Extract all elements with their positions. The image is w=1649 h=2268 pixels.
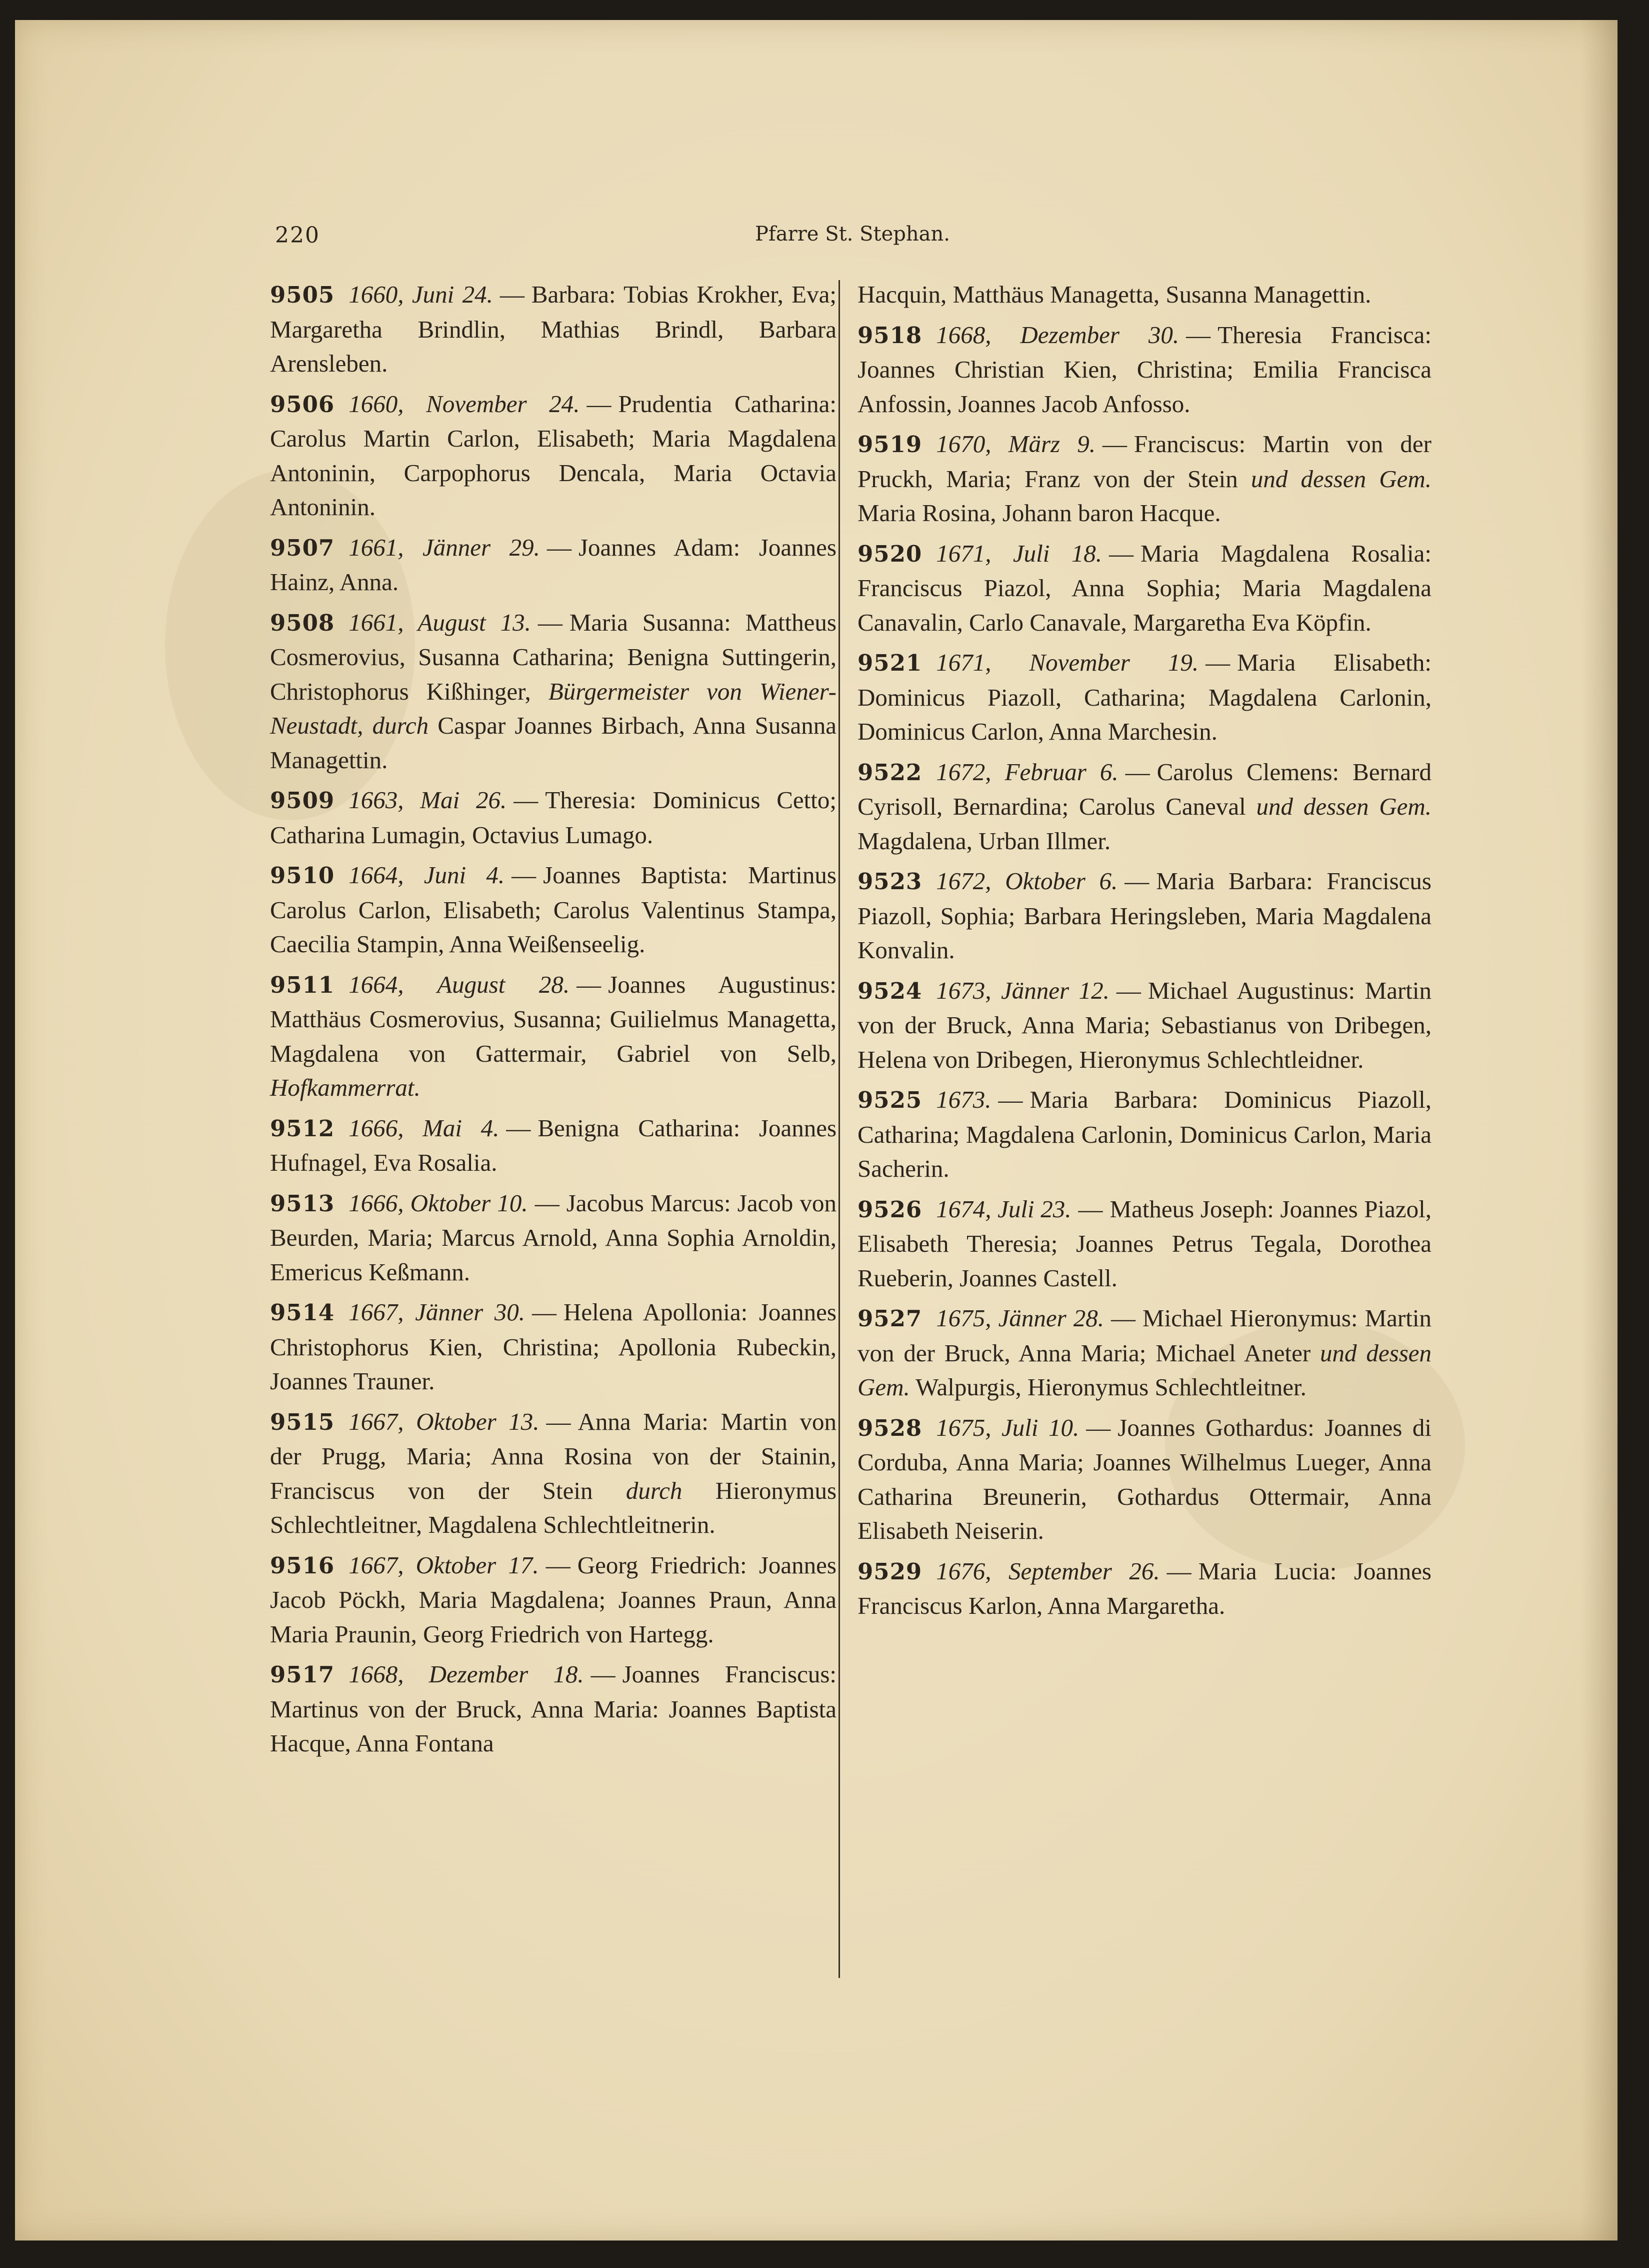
entry-text: Joannes Franciscus: Martinus von der Bruck, Anna Maria: Joannes Baptista Hacque, Anna Fontana <box>270 1660 836 1757</box>
entry-number: 9527 <box>858 1305 922 1332</box>
entry-text: Maria Lucia: Joannes Franciscus Karlon, Anna Margaretha. <box>858 1557 1432 1619</box>
entry-dash: — <box>1111 1304 1136 1332</box>
entry-text: Joannes Augustinus: Matthäus Cosmerovius, Susanna; Guilielmus Managetta, Magdalena von Gattermair, Gabriel von Selb, <box>270 970 836 1067</box>
entry-text: Maria Magdalena Rosalia: Franciscus Piazol, Anna Sophia; Maria Magdalena Canavalin, Carlo Canavale, Margaretha Eva Köpfin. <box>858 539 1432 636</box>
entry-text: Benigna Catharina: Joannes Hufnagel, Eva Rosalia. <box>270 1114 837 1176</box>
entry-number: 9511 <box>270 971 335 998</box>
entry-text-continued: Hieronymus Schlechtleitner, Magdalena Schlechtleitnerin. <box>270 1476 837 1538</box>
entry-italic-text: und dessen Gem. <box>1250 465 1432 493</box>
entry-date: 1670, März 9. <box>936 430 1096 458</box>
entry-dash: — <box>1116 976 1141 1004</box>
entry-date: 1663, Mai 26. <box>348 786 507 814</box>
entry-dash: — <box>506 1114 531 1142</box>
register-entry <box>270 1548 836 1652</box>
entry-text: Prudentia Catharina: Carolus Martin Carlon, Elisabeth; Maria Magdalena Antoninin, Carpophorus Dencala, Maria Octavia Antoninin. <box>270 390 836 521</box>
register-entry <box>270 387 836 525</box>
entry-number: 9509 <box>270 787 335 814</box>
register-entry <box>858 318 1432 422</box>
entry-date: 1667, Jänner 30. <box>348 1298 526 1326</box>
entry-date: 1673, Jänner 12. <box>936 976 1110 1004</box>
register-entry <box>270 1657 836 1761</box>
entry-dash: — <box>1206 649 1230 676</box>
entry-text: Joannes Baptista: Martinus Carolus Carlon, Elisabeth; Carolus Valentinus Stampa, Caecilia Stampin, Anna Weißenseelig. <box>270 861 836 958</box>
register-entry <box>270 1295 836 1399</box>
entry-dash: — <box>538 608 562 636</box>
entry-date: 1676, September 26. <box>936 1557 1160 1585</box>
entry-italic-text: durch <box>626 1476 682 1504</box>
entry-text: Georg Friedrich: Joannes Jacob Pöckh, Maria Magdalena; Joannes Praun, Anna Maria Praunin, Georg Friedrich von Hartegg. <box>270 1551 836 1648</box>
entry-dash: — <box>1102 430 1127 458</box>
entry-text: Maria Elisabeth: Dominicus Piazoll, Catharina; Magdalena Carlonin, Dominicus Carlon, Anna Marchesin. <box>858 649 1432 745</box>
entry-date: 1671, November 19. <box>936 649 1199 676</box>
register-entry <box>858 537 1432 640</box>
entry-text-continued: Caspar Joannes Birbach, Anna Susanna Managettin. <box>270 712 836 774</box>
entry-dash: — <box>500 281 524 308</box>
entry-date: 1666, Oktober 10. <box>348 1189 528 1217</box>
register-entry <box>858 864 1432 968</box>
entry-text: Maria Barbara: Dominicus Piazoll, Catharina; Magdalena Carlonin, Dominicus Carlon, Maria Sacherin. <box>858 1086 1432 1182</box>
register-entry <box>858 974 1432 1077</box>
entry-date: 1675, Juli 10. <box>936 1413 1080 1441</box>
entry-number: 9510 <box>270 862 335 889</box>
entry-dash: — <box>1124 867 1150 895</box>
entry-text-continued: Maria Rosina, Johann baron Hacque. <box>858 499 1221 527</box>
right-column <box>858 278 1432 1629</box>
entry-date: 1667, Oktober 17. <box>348 1551 539 1579</box>
entry-number: 9516 <box>270 1552 335 1579</box>
entry-text: Michael Augustinus: Martin von der Bruck, Anna Maria; Sebastianus von Dribegen, Helena von Dribegen, Hieronymus Schlechtleidner. <box>858 976 1432 1073</box>
entry-number: 9505 <box>270 282 335 308</box>
entry-number: 9507 <box>270 534 335 561</box>
entry-text: Helena Apollonia: Joannes Christophorus Kien, Christina; Apollonia Rubeckin, Joannes Trauner. <box>270 1298 836 1395</box>
register-entry <box>270 858 836 962</box>
running-title: Pfarre St. Stephan. <box>755 223 950 246</box>
book-page <box>15 20 1618 2240</box>
entry-dash: — <box>512 861 536 889</box>
entry-date: 1674, Juli 23. <box>936 1195 1072 1223</box>
register-entry <box>858 278 1432 312</box>
entry-text: Maria Susanna: Mattheus Cosmerovius, Susanna Catharina; Benigna Suttingerin, Christophorus Kißhinger, <box>270 608 836 705</box>
entry-dash: — <box>1108 539 1134 567</box>
entry-text: Michael Hieronymus: Martin von der Bruck, Anna Maria; Michael Aneter <box>858 1304 1432 1367</box>
entry-text: Franciscus: Martin von der Pruckh, Maria; Franz von der Stein <box>858 430 1432 493</box>
register-entry <box>270 278 836 381</box>
entry-text: Hacquin, Matthäus Managetta, Susanna Managettin. <box>858 281 1372 308</box>
entry-date: 1668, Dezember 30. <box>936 321 1180 349</box>
entry-text: Theresia: Dominicus Cetto; Catharina Lumagin, Octavius Lumago. <box>270 786 837 849</box>
entry-text-continued: Walpurgis, Hieronymus Schlechtleitner. <box>916 1373 1306 1401</box>
register-entry <box>858 646 1432 749</box>
register-entry <box>858 1301 1432 1405</box>
register-entry <box>858 1083 1432 1186</box>
entry-date: 1673. <box>936 1086 992 1113</box>
entry-number: 9528 <box>858 1414 922 1441</box>
entry-number: 9518 <box>858 322 922 349</box>
entry-text: Barbara: Tobias Krokher, Eva; Margaretha Brindlin, Mathias Brindl, Barbara Arensleben. <box>270 281 836 377</box>
entry-number: 9522 <box>858 759 922 786</box>
entry-text: Theresia Francisca: Joannes Christian Kien, Christina; Emilia Francisca Anfossin, Joannes Jacob Anfosso. <box>858 321 1432 418</box>
entry-date: 1661, August 13. <box>348 608 531 636</box>
entry-date: 1661, Jänner 29. <box>348 533 540 561</box>
entry-number: 9523 <box>858 868 922 895</box>
entry-italic-text: Bürgermeister von Wiener-Neustadt, durch <box>270 677 836 739</box>
register-entry <box>270 1405 836 1542</box>
entry-dash: — <box>546 1407 571 1435</box>
entry-dash: — <box>546 1551 570 1579</box>
entry-number: 9513 <box>270 1190 335 1217</box>
entry-number: 9514 <box>270 1299 335 1326</box>
entry-number: 9508 <box>270 609 335 636</box>
entry-text: Jacobus Marcus: Jacob von Beurden, Maria; Marcus Arnold, Anna Sophia Arnoldin, Emericus Keßmann. <box>270 1189 836 1286</box>
register-entry <box>270 606 836 778</box>
entry-date: 1666, Mai 4. <box>348 1114 500 1142</box>
entry-number: 9512 <box>270 1115 335 1142</box>
entry-text: Maria Barbara: Franciscus Piazoll, Sophia; Barbara Heringsleben, Maria Magdalena Konvalin. <box>858 867 1432 964</box>
entry-dash: — <box>546 533 572 561</box>
entry-italic-text: und dessen Gem. <box>1256 793 1432 820</box>
entry-text: Matheus Joseph: Joannes Piazol, Elisabeth Theresia; Joannes Petrus Tegala, Dorothea Rueberin, Joannes Castell. <box>858 1195 1432 1292</box>
register-entry <box>270 531 836 600</box>
register-entry <box>270 783 836 852</box>
entry-dash: — <box>1186 321 1211 349</box>
register-entry <box>858 1192 1432 1296</box>
entry-number: 9520 <box>858 540 922 567</box>
register-entry <box>858 1554 1432 1623</box>
entry-number: 9506 <box>270 391 335 418</box>
register-entry <box>858 427 1432 531</box>
entry-dash: — <box>532 1298 557 1326</box>
entry-text: Anna Maria: Martin von der Prugg, Maria; Anna Rosina von der Stainin, Franciscus von der Stein <box>270 1407 836 1504</box>
page-edge-shadow <box>1580 20 1618 2240</box>
running-header <box>15 223 1618 253</box>
entry-text-continued: Magdalena, Urban Illmer. <box>858 827 1111 855</box>
entry-number: 9515 <box>270 1408 335 1435</box>
entry-date: 1660, Juni 24. <box>348 281 493 308</box>
entry-dash: — <box>1086 1413 1111 1441</box>
entry-date: 1672, Februar 6. <box>936 758 1118 786</box>
left-column <box>270 278 836 1767</box>
entry-date: 1664, August 28. <box>348 970 570 998</box>
entry-text: Joannes Gothardus: Joannes di Corduba, Anna Maria; Joannes Wilhelmus Lueger, Anna Catharina Breunerin, Gothardus Ottermair, Anna Elisabeth Neiserin. <box>858 1413 1432 1544</box>
entry-number: 9526 <box>858 1196 922 1223</box>
entry-number: 9517 <box>270 1661 335 1688</box>
column-divider <box>838 280 840 1978</box>
entry-dash: — <box>590 1660 616 1688</box>
register-entry <box>270 1186 836 1290</box>
entry-text: Carolus Clemens: Bernard Cyrisoll, Bernardina; Carolus Caneval <box>858 758 1432 820</box>
entry-number: 9521 <box>858 650 922 676</box>
entry-date: 1664, Juni 4. <box>348 861 505 889</box>
entry-dash: — <box>534 1189 560 1217</box>
entry-number: 9519 <box>858 431 922 458</box>
entry-dash: — <box>576 970 602 998</box>
entry-date: 1671, Juli 18. <box>936 539 1102 567</box>
entry-dash: — <box>998 1086 1023 1113</box>
entry-date: 1668, Dezember 18. <box>348 1660 584 1688</box>
entry-dash: — <box>586 390 612 418</box>
entry-date: 1667, Oktober 13. <box>348 1407 540 1435</box>
entry-date: 1672, Oktober 6. <box>936 867 1118 895</box>
entry-number: 9525 <box>858 1087 922 1113</box>
entry-dash: — <box>1125 758 1150 786</box>
entry-number: 9524 <box>858 977 922 1004</box>
entry-date: 1660, November 24. <box>348 390 580 418</box>
entry-italic-text: Hofkammerrat. <box>270 1074 420 1101</box>
register-entry <box>858 755 1432 859</box>
register-entry <box>270 1111 836 1180</box>
entry-number: 9529 <box>858 1558 922 1585</box>
register-entry <box>858 1411 1432 1548</box>
page-number: 220 <box>275 223 320 248</box>
entry-text: Joannes Adam: Joannes Hainz, Anna. <box>270 533 836 596</box>
entry-date: 1675, Jänner 28. <box>936 1304 1104 1332</box>
entry-dash: — <box>1166 1557 1192 1585</box>
entry-italic-text: und dessen Gem. <box>858 1339 1432 1401</box>
register-entry <box>270 968 836 1105</box>
entry-dash: — <box>514 786 538 814</box>
entry-dash: — <box>1078 1195 1103 1223</box>
